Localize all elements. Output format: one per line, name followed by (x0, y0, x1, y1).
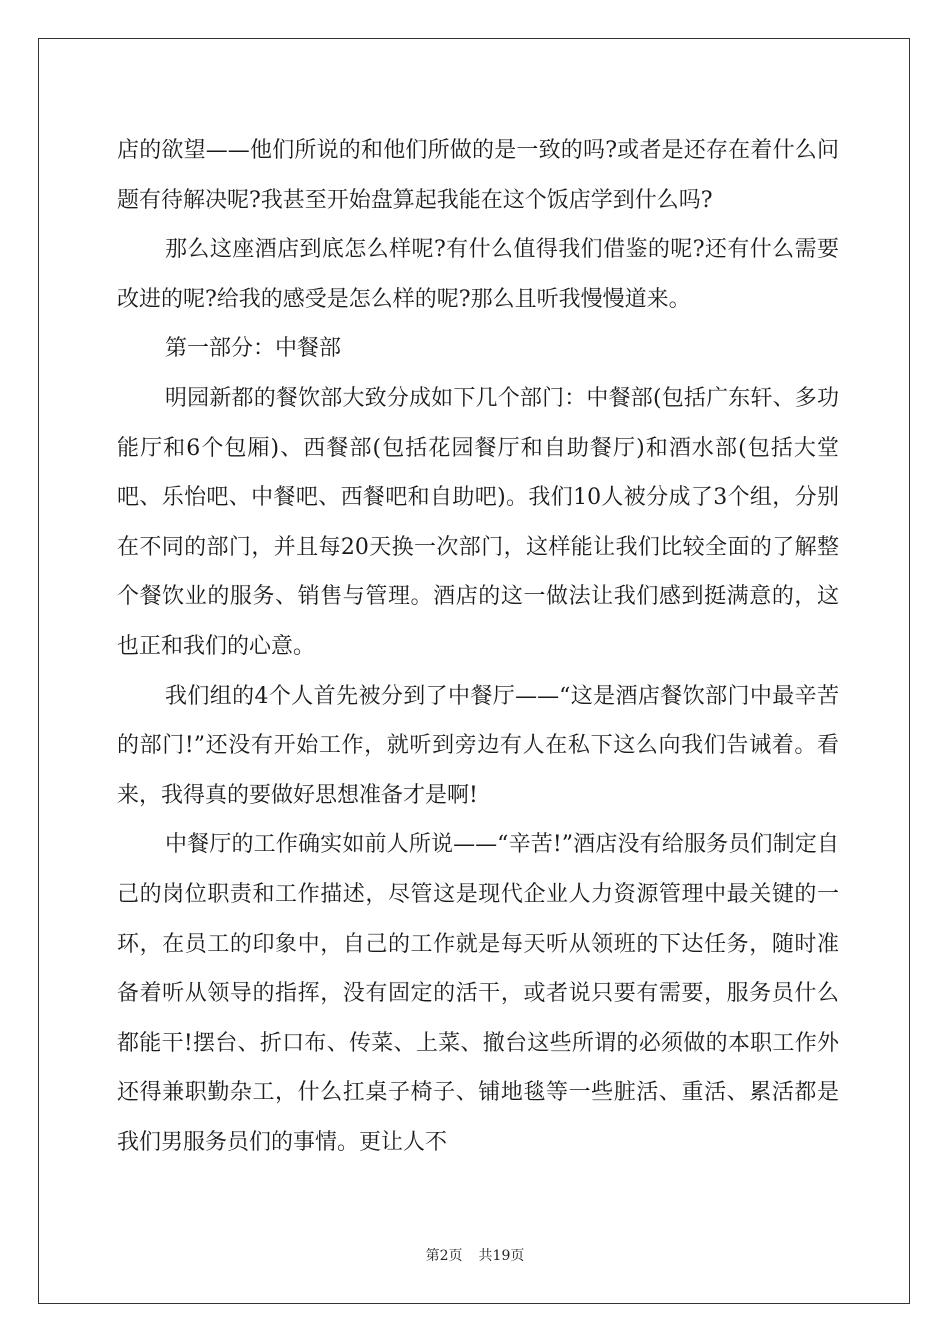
document-body (117, 126, 839, 1167)
page-footer (0, 1245, 950, 1265)
paragraph-5: 中餐厅的工作确实如前人所说——“辛苦!”酒店没有给服务员们制定自己的岗位职责和工作描述，尽管这是现代企业人力资源管理中最关键的一环，在员工的印象中，自己的工作就是每天听从领班的下达任务，随时准备着听从领导的指挥，没有固定的活干，或者说只要有需要，服务员什么都能干!摆台、折口布、传菜、上菜、撤台这些所谓的必须做的本职工作外还得兼职勤杂工，什么扛桌子椅子、铺地毯等一些脏活、重活、累活都是我们男服务员们的事情。更让人不 (117, 832, 839, 1155)
page-total: 共19页 (478, 1248, 525, 1264)
page-number: 第2页 (425, 1248, 463, 1264)
section-heading: 第一部分：中餐部 (165, 336, 342, 362)
paragraph-1: 店的欲望——他们所说的和他们所做的是一致的吗?或者是还存在着什么问题有待解决呢?我甚至开始盘算起我能在这个饭店学到什么吗? (117, 138, 839, 213)
paragraph-3: 明园新都的餐饮部大致分成如下几个部门：中餐部(包括广东轩、多功能厅和6个包厢)、西餐部(包括花园餐厅和自助餐厅)和酒水部(包括大堂吧、乐怡吧、中餐吧、西餐吧和自助吧)。我们10人被分成了3个组，分别在不同的部门，并且每20天换一次部门，这样能让我们比较全面的了解整个餐饮业的服务、销售与管理。酒店的这一做法让我们感到挺满意的，这也正和我们的心意。 (117, 385, 839, 659)
paragraph-4: 我们组的4个人首先被分到了中餐厅——“这是酒店餐饮部门中最辛苦的部门!”还没有开始工作，就听到旁边有人在私下这么向我们告诫着。看来，我得真的要做好思想准备才是啊! (117, 683, 839, 808)
paragraph-2: 那么这座酒店到底怎么样呢?有什么值得我们借鉴的呢?还有什么需要改进的呢?给我的感受是怎么样的呢?那么且听我慢慢道来。 (117, 237, 839, 312)
